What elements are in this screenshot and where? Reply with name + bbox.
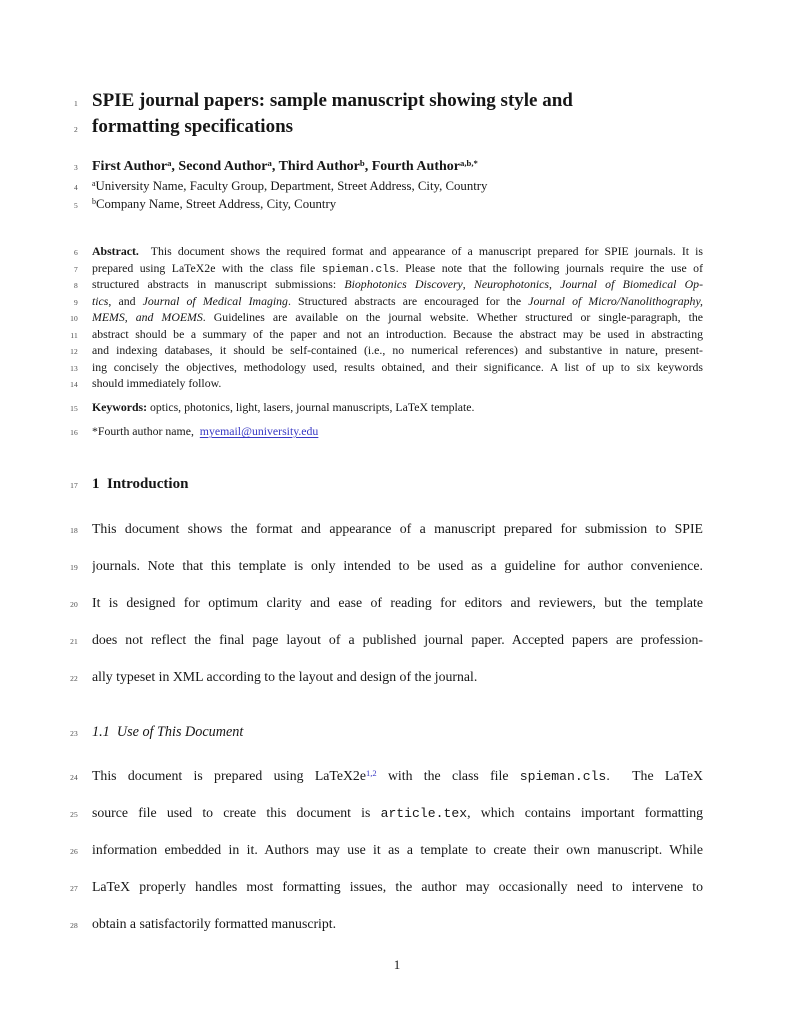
doc-line-16 [0,423,794,440]
abstract-text: . Please note that the following journals require the use of [395,260,703,275]
line-number: 9 [74,297,78,307]
line-number: 16 [70,428,78,437]
abstract-text: , [548,277,561,291]
body-text: source file used to create this document is [92,805,381,820]
author-name: , Third Author [271,159,360,174]
line-number: 26 [70,847,78,856]
page-number-row [0,957,794,973]
doc-line-20 [0,593,794,613]
line-text [92,722,703,742]
code-filename: spieman.cls [321,263,396,276]
doc-line-28 [0,914,794,934]
author-name: , Second Author [171,159,268,174]
doc-line-10 [0,309,794,326]
body-text: journals. Note that this template is only intended to be used as a guideline for author convenience. [92,558,703,573]
doc-line-17 [0,474,794,494]
email-link[interactable]: myemail@university.edu [199,424,319,438]
line-text [92,195,703,215]
doc-line-24 [0,766,794,787]
line-number: 10 [70,314,78,323]
line-number: 8 [74,281,78,290]
author-affiliation-mark: b [359,158,365,169]
abstract-text: This document shows the required format and appearance of a manuscript prepared for SPIE journals. It is [138,244,703,258]
journal-title: Journal of Biomedical Op- [560,277,703,291]
line-number: 20 [70,600,78,609]
line-text [92,177,703,197]
author-name: First Author [92,159,168,174]
body-text: with the class file [376,768,520,783]
code-filename: article.tex [380,806,468,821]
body-text: information embedded in it. Authors may use it as a template to create their own manuscript. While [92,842,703,857]
line-number: 21 [70,637,78,646]
journal-title: Neurophotonics [474,277,549,291]
doc-line-13 [0,359,794,376]
keywords-label: Keywords: [92,400,148,414]
author-affiliation-mark: a [167,158,172,169]
body-text: does not reflect the final page layout of a published journal paper. Accepted papers are profession- [92,632,703,647]
abstract-label: Abstract. [92,244,139,258]
line-number: 18 [70,526,78,535]
abstract-text: structured abstracts in manuscript submissions: [92,277,345,291]
abstract-text: . Structured abstracts are encouraged for the [287,293,529,308]
line-text [92,630,703,650]
line-number: 28 [70,921,78,930]
author-affiliation-mark: a,b,* [460,158,478,169]
line-text [92,423,703,440]
doc-line-3 [0,158,794,176]
body-text: LaTeX properly handles most formatting issues, the author may occasionally need to intervene to [92,879,703,894]
citation-link[interactable]: 1,2 [365,768,377,779]
correspondence-text: *Fourth author name, [92,424,200,438]
doc-line-12 [0,342,794,359]
journal-title: Journal of Medical Imaging [142,293,288,308]
line-number: 14 [70,380,78,389]
line-text [92,803,703,824]
abstract-text: , and [108,293,143,308]
doc-line-6 [0,243,794,260]
body-text: It is designed for optimum clarity and ease of reading for editors and reviewers, but the template [92,595,703,610]
line-number: 25 [70,810,78,819]
line-text [92,158,703,176]
affiliation-mark: a [92,179,96,189]
line-text [92,519,703,539]
line-text [92,309,703,326]
body-text: This document is prepared using LaTeX2e [92,768,366,783]
author-affiliation-mark: a [267,158,272,169]
keywords-text: optics, photonics, light, lasers, journal manuscripts, LaTeX template. [147,400,475,414]
journal-title: Journal of Micro/Nanolithography, [528,293,703,308]
code-filename: spieman.cls [519,769,607,784]
abstract-text: , [462,277,475,291]
abstract-text: prepared using LaTeX2e with the class file [92,260,322,275]
line-text [92,840,703,860]
line-text [92,293,703,310]
affiliation-text: University Name, Faculty Group, Department, Street Address, City, Country [95,179,488,193]
affiliation-mark: b [92,197,96,207]
line-text [92,474,703,494]
paper-title-line1: SPIE journal papers: sample manuscript showing style and [92,90,573,111]
line-number: 11 [70,330,78,340]
doc-line-19 [0,556,794,576]
line-text [92,359,703,376]
doc-line-2 [0,114,794,140]
doc-line-18 [0,519,794,539]
line-text [92,877,703,897]
line-text [92,766,703,787]
line-number: 12 [70,347,78,356]
line-text [92,342,703,359]
line-number: 7 [74,264,78,274]
line-number: 27 [70,884,78,893]
doc-line-27 [0,877,794,897]
abstract-text: and indexing databases, it should be self-contained (i.e., no numerical references) and substantive in nature, present- [92,343,703,357]
journal-title: MEMS, and MOEMS [92,310,203,324]
doc-line-9 [0,293,794,310]
subsection-heading: 1.1 Use of This Document [92,724,244,740]
line-text [92,276,703,293]
line-text [92,114,703,140]
doc-line-23 [0,722,794,742]
line-number: 6 [74,248,78,257]
line-number: 15 [70,404,78,413]
line-text [92,914,703,934]
abstract-text: ing concisely the objectives, methodology used, results obtained, and their significance. A list of up to six keywords [92,359,703,374]
paper-title-line2: formatting specifications [92,116,294,137]
doc-line-21 [0,630,794,650]
line-number: 5 [74,201,78,210]
line-number: 22 [70,674,78,683]
doc-line-8 [0,276,794,293]
line-number: 13 [70,363,78,373]
line-text [92,88,703,114]
abstract-text: should immediately follow. [92,376,222,390]
journal-title: Biophotonics Discovery [344,277,463,291]
body-text: ally typeset in XML according to the layout and design of the journal. [92,669,478,684]
abstract-text: . Guidelines are available on the journal website. Whether structured or single-paragraph, the [202,310,703,324]
line-number: 1 [74,99,78,108]
body-text: , which contains important formatting [467,805,703,820]
line-text [92,375,703,392]
line-number: 24 [70,773,78,782]
abstract-text: abstract should be a summary of the paper and not an introduction. Because the abstract may be used in abstracting [92,326,703,341]
line-text [92,243,703,260]
line-text [92,667,703,687]
doc-line-1 [0,88,794,114]
line-number: 3 [74,163,78,172]
affiliation-text: Company Name, Street Address, City, Country [95,197,337,211]
section-heading: 1 Introduction [92,476,189,492]
line-number: 17 [70,481,78,490]
body-text: This document shows the format and appearance of a manuscript prepared for submission to SPIE [92,521,703,536]
doc-line-15 [0,399,794,416]
doc-line-11 [0,326,794,343]
doc-line-25 [0,803,794,824]
doc-line-4 [0,177,794,197]
line-number: 23 [70,729,78,738]
doc-line-22 [0,667,794,687]
page-number: 1 [393,957,401,972]
line-number: 2 [74,125,78,134]
line-text [92,593,703,613]
line-number: 19 [70,563,78,572]
line-number: 4 [74,183,78,192]
body-text: obtain a satisfactorily formatted manuscript. [92,916,337,931]
doc-line-14 [0,375,794,392]
line-text [92,556,703,576]
doc-line-5 [0,195,794,215]
author-name: , Fourth Author [364,159,460,174]
doc-line-26 [0,840,794,860]
line-text [92,326,703,343]
body-text: . The LaTeX [606,768,703,783]
journal-title: tics [92,293,109,308]
line-text [92,399,703,416]
